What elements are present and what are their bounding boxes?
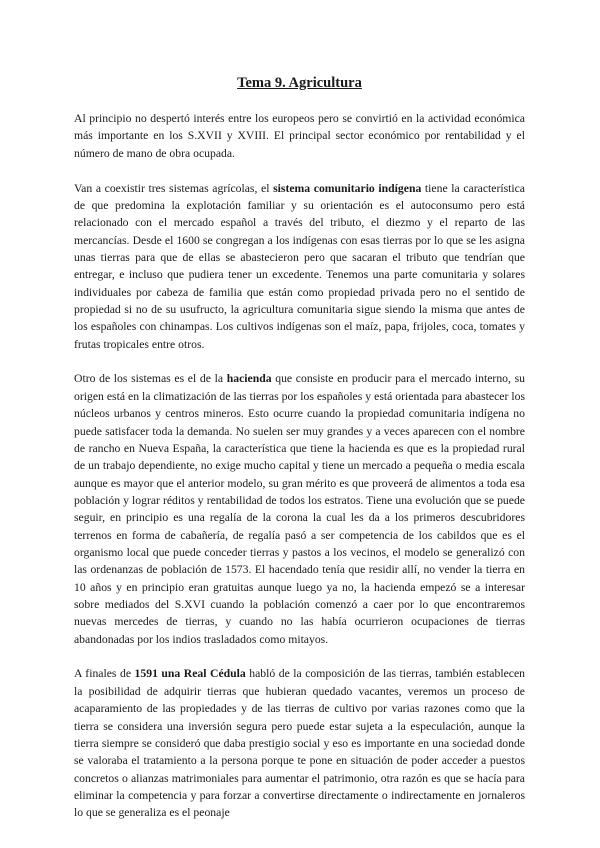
paragraph: [74, 110, 525, 162]
paragraph: [74, 180, 525, 353]
paragraph-text: que consiste en producir para el mercado interno, su origen está en la climatización de las tierras por los españoles y está orientada para abastecer los núcleos urbanos y centros mineros. Esto ocurre cuando la propiedad comunitaria indígena no puede satisfacer toda la demanda. No suelen ser muy grandes y a veces aparecen con el nombre de rancho en Nueva España, la característica que tiene la hacienda es que es la propiedad rural de un trabajo dependiente, no exige mucho capital y tiene un mercado a pequeña o media escala aunque es mayor que el anterior modelo, su gran mérito es que proveerá de alimentos a toda esa población y lograr réditos y rentabilidad de todos los estratos. Tiene una evolución que se puede seguir, en principio es una regalía de la corona la cual les da a los primeros descubridores terrenos en forma de cabañería, de regalía pasó a ser competencia de los cabildos que es el organismo local que puede conceder tierras y pastos a los vecinos, el modelo se generalizó con las ordenanzas de población de 1573. El hacendado tenía que residir allí, no vender la tierra en 10 años y en principio eran gratuitas aunque luego ya no, la hacienda empezó se a interesar sobre mediados del S.XVI cuando la población comenzó a caer por lo que encontraremos nuevas mercedes de tierras, y cuando no las había ocurrieron ocupaciones de tierras abandonadas por los indios trasladados como mitayos.: [74, 372, 525, 646]
document-body: [74, 73, 525, 839]
paragraph: [74, 665, 525, 821]
page-title: Tema 9. Agricultura: [237, 75, 362, 91]
paragraph: [74, 370, 525, 648]
paragraph-text: Van a coexistir tres sistemas agrícolas, el: [74, 181, 274, 195]
paragraph-text: A finales de: [74, 667, 135, 681]
paragraph-text: Al principio no despertó interés entre los europeos pero se convirtió en la actividad económica más importante en los S.XVII y XVIII. El principal sector económico por rentabilidad y el número de mano de obra ocupada.: [74, 112, 525, 160]
paragraph-text: Otro de los sistemas es el de la: [74, 372, 227, 386]
paragraph-text: habló de la composición de las tierras, también establecen la posibilidad de adquirir tierras que hubieran quedado vacantes, veremos un proceso de acaparamiento de las propiedades y de las tierras de cultivo por varias razones como que la tierra se considera una inversión segura pero puede estar sujeta a la especulación, aunque la tierra siempre se consideró que daba prestigio social y eso es importante en una sociedad donde se valoraba el tratamiento a la persona porque te pone en situación de poder acceder a puestos concretos o alianzas matrimoniales para aumentar el patrimonio, otra razón es que se hacía para eliminar la competencia y para forzar a convertirse directamente o indirectamente en jornaleros lo que se generaliza es el peonaje: [74, 667, 525, 820]
bold-term: hacienda: [226, 372, 272, 386]
bold-term: 1591 una Real Cédula: [134, 667, 246, 681]
paragraph-text: tiene la característica de que predomina la explotación familiar y su orientación es el autoconsumo pero está relacionado con el mercado español a través del tributo, el diezmo y el reparto de las mercancías. Desde el 1600 se congregan a los indígenas con esas tierras por lo que se les asigna unas tierras para que de ellas se abastecieron pero que sacaran el tributo que tendrían que entregar, e incluso que pudiera tener un excedente. Tenemos una parte comunitaria y solares individuales por cabeza de familia que están como propiedad privada pero no el sentido de propiedad si no de su usufructo, la agricultura comunitaria sigue siendo la misma que antes de los españoles con chinampas. Los cultivos indígenas son el maíz, papa, frijoles, coca, tomates y frutas tropicales entre otros.: [74, 181, 525, 351]
bold-term: sistema comunitario indígena: [273, 181, 422, 195]
